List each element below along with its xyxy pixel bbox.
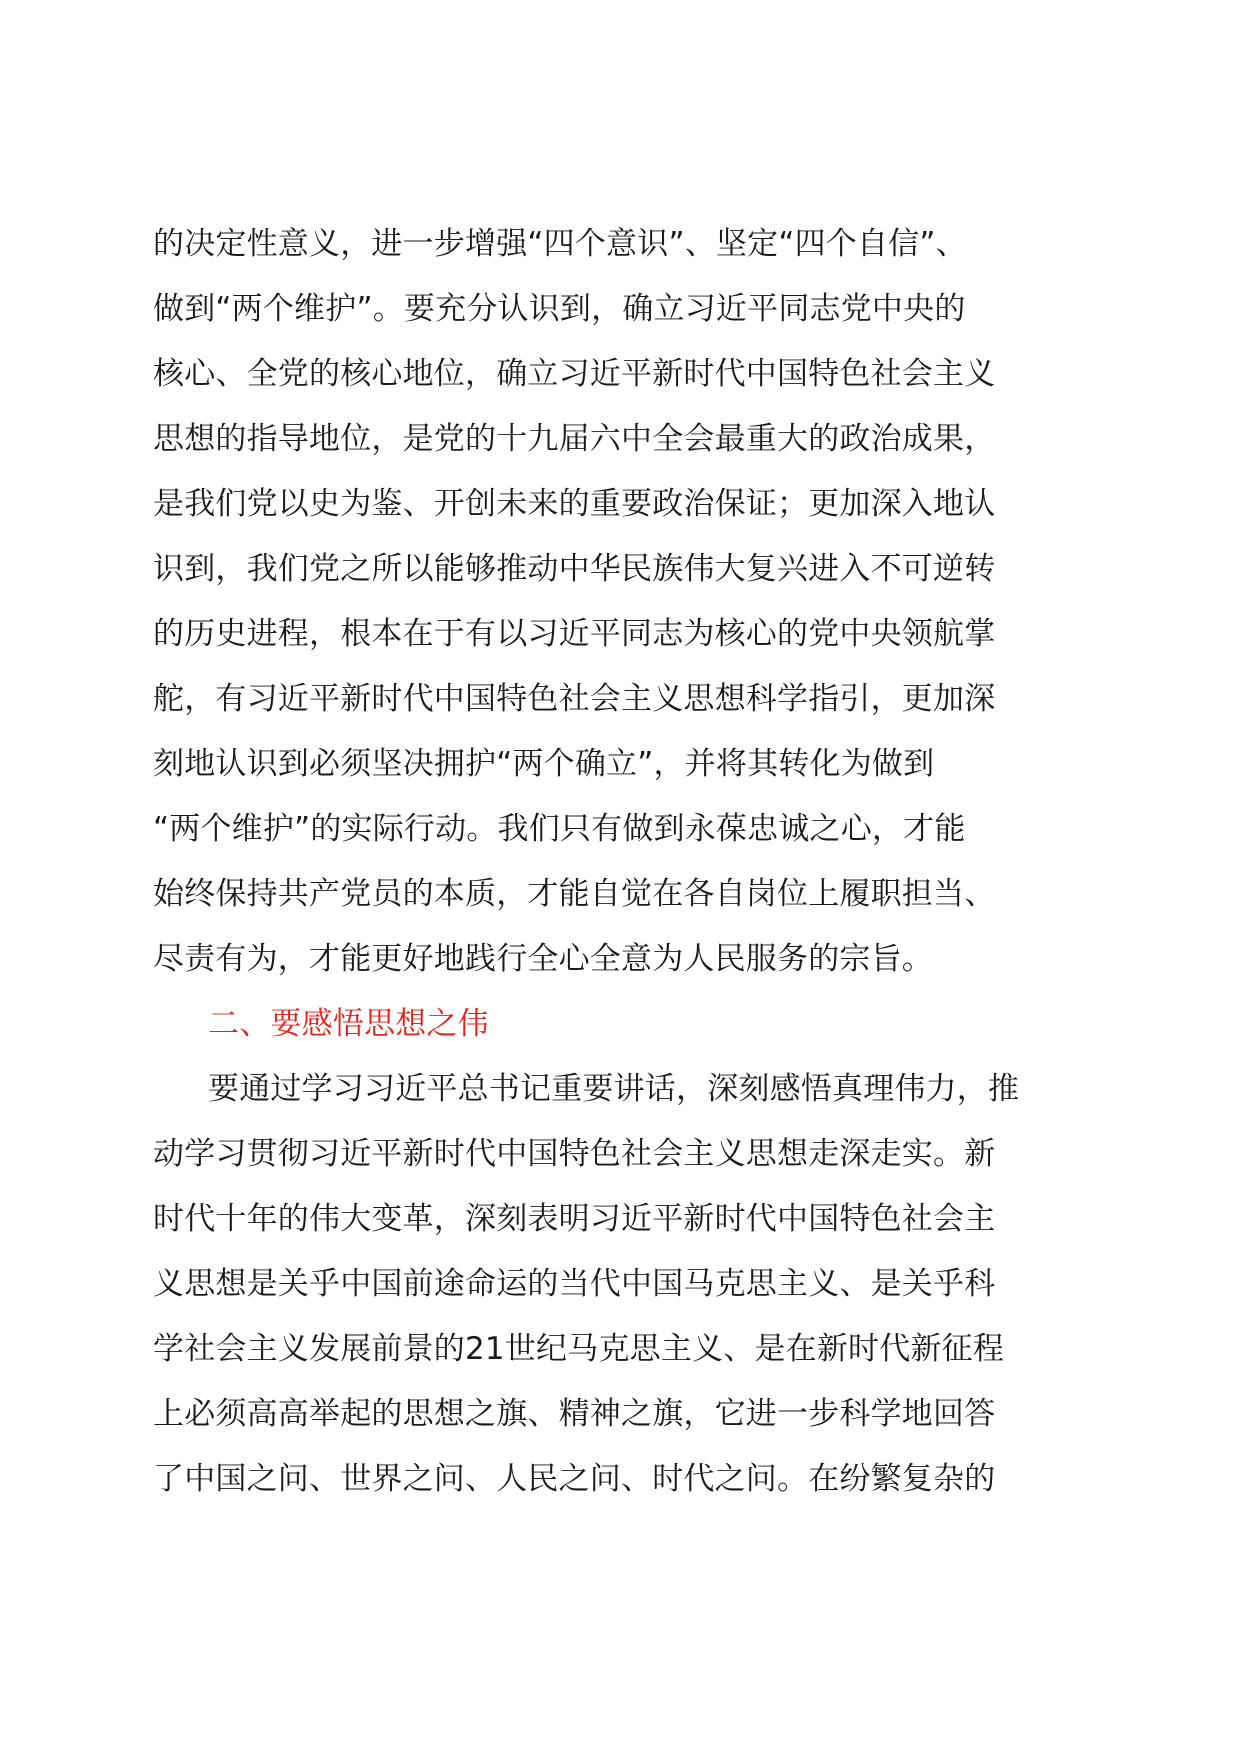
paragraph-1 bbox=[153, 212, 1093, 992]
paragraph-line: 是我们党以史为鉴、开创未来的重要政治保证；更加深入地认 bbox=[153, 486, 996, 522]
paragraph-line: 识到，我们党之所以能够推动中华民族伟大复兴进入不可逆转 bbox=[153, 551, 996, 587]
paragraph-line: 动学习贯彻习近平新时代中国特色社会主义思想走深走实。新 bbox=[153, 1136, 996, 1172]
paragraph-line: 刻地认识到必须坚决拥护“两个确立”，并将其转化为做到 bbox=[153, 746, 935, 782]
paragraph-line: 要通过学习习近平总书记重要讲话，深刻感悟真理伟力，推 bbox=[208, 1071, 1020, 1107]
paragraph-line: 始终保持共产党员的本质，才能自觉在各自岗位上履职担当、 bbox=[153, 876, 996, 912]
paragraph-line: 的历史进程，根本在于有以习近平同志为核心的党中央领航掌 bbox=[153, 616, 996, 652]
paragraph-line: 上必须高高举起的思想之旗、精神之旗，它进一步科学地回答 bbox=[153, 1396, 996, 1432]
paragraph-line: 时代十年的伟大变革，深刻表明习近平新时代中国特色社会主 bbox=[153, 1201, 996, 1237]
paragraph-line: 尽责有为，才能更好地践行全心全意为人民服务的宗旨。 bbox=[153, 941, 933, 977]
section-heading: 二、要感悟思想之伟 bbox=[208, 1006, 489, 1042]
document-body bbox=[153, 212, 1093, 1512]
paragraph-line: 思想的指导地位，是党的十九届六中全会最重大的政治成果， bbox=[153, 421, 996, 457]
paragraph-line: 学社会主义发展前景的21世纪马克思主义、是在新时代新征程 bbox=[153, 1331, 1005, 1367]
paragraph-line: 义思想是关乎中国前途命运的当代中国马克思主义、是关乎科 bbox=[153, 1266, 996, 1302]
paragraph-line: 舵，有习近平新时代中国特色社会主义思想科学指引，更加深 bbox=[153, 681, 996, 717]
paragraph-line: 的决定性意义，进一步增强“四个意识”、坚定“四个自信”、 bbox=[153, 226, 967, 262]
paragraph-line: 做到“两个维护”。要充分认识到，确立习近平同志党中央的 bbox=[153, 291, 966, 327]
paragraph-line: 核心、全党的核心地位，确立习近平新时代中国特色社会主义 bbox=[153, 356, 996, 392]
paragraph-line: “两个维护”的实际行动。我们只有做到永葆忠诚之心，才能 bbox=[153, 811, 966, 847]
paragraph-2 bbox=[153, 1057, 1093, 1512]
paragraph-line: 了中国之问、世界之问、人民之问、时代之问。在纷繁复杂的 bbox=[153, 1461, 996, 1497]
